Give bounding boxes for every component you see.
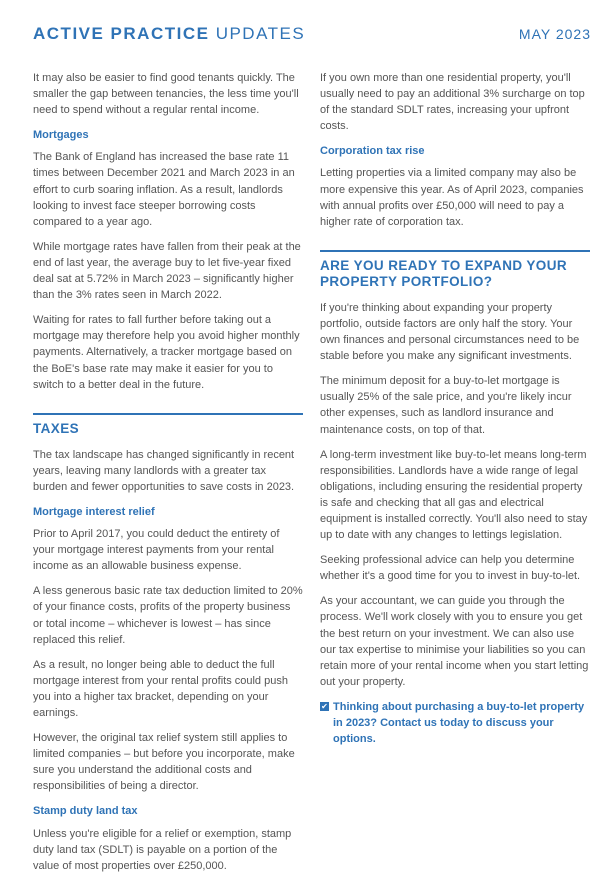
newsletter-title: [33, 24, 305, 44]
issue-date: MAY 2023: [518, 26, 591, 42]
mortgages-paragraph-2: While mortgage rates have fallen from their peak at the end of last year, the average buy to let five-year fixed deal sat at 5.72% in March 2023 – significantly higher than the 3% rates seen in March 2022.: [33, 240, 301, 302]
right-column: [320, 70, 590, 756]
expand-paragraph-4: Seeking professional advice can help you determine whether it's a good time for you to invest in buy-to-let.: [320, 554, 581, 583]
sdlt-paragraph-2: If you own more than one residential property, you'll usually need to pay an additional 3% surcharge on top of the standard SDLT rates, increasing your upfront costs.: [320, 72, 585, 133]
taxes-section-heading: TAXES: [33, 413, 303, 437]
corporation-tax-paragraph: Letting properties via a limited company may also be more expensive this year. As of April 2023, companies with annual profits over £50,000 will need to pay a higher rate of corporation tax.: [320, 167, 584, 228]
page-header: [33, 24, 591, 46]
expand-paragraph-3: A long-term investment like buy-to-let means long-term responsibilities. Landlords have a wide range of legal obligations, including ensuring the residential property is safe and checking that all gas and electrical equipment is installed correctly. You'll also need to stay up to date with any changes to lettings legislation.: [320, 448, 588, 542]
call-to-action: [320, 699, 590, 747]
title-bold: ACTIVE PRACTICE: [33, 24, 210, 43]
mir-paragraph-3: As a result, no longer being able to deduct the full mortgage interest from your rental profits could push you into a higher tax bracket, depending on your earnings.: [33, 658, 288, 719]
left-column: [33, 70, 303, 883]
mir-paragraph-2: A less generous basic rate tax deduction limited to 20% of your finance costs, profits of the property business or total income – whichever is lowest – has since replaced this relief.: [33, 585, 303, 646]
mir-paragraph-1: Prior to April 2017, you could deduct the entirety of your mortgage interest payments from your rental income as an allowable business expense.: [33, 528, 280, 573]
title-light: UPDATES: [209, 24, 306, 43]
taxes-paragraph: The tax landscape has changed significantly in recent years, leaving many landlords with a greater tax burden and fewer opportunities to save costs in 2023.: [33, 448, 295, 493]
mortgage-interest-relief-heading: Mortgage interest relief: [33, 505, 155, 518]
stamp-duty-heading: Stamp duty land tax: [33, 805, 138, 818]
expand-paragraph-2: The minimum deposit for a buy-to-let mortgage is usually 25% of the sale price, and you're likely incur other expenses, such as landlord insurance and maintenance costs, on top of that.: [320, 375, 572, 436]
mir-paragraph-4: However, the original tax relief system still applies to limited companies – but before you incorporate, make sure you understand the additional costs and responsibilities of being a director.: [33, 732, 295, 793]
mortgages-paragraph-3: Waiting for rates to fall further before taking out a mortgage may therefore help you avoid higher monthly payments. Alternatively, a tracker mortgage based on the BoE's base rate may make it easier for you to switch to a better deal in the future.: [33, 314, 300, 391]
sdlt-paragraph-1: Unless you're eligible for a relief or exemption, stamp duty land tax (SDLT) is payable on a portion of the value of most properties over £250,000.: [33, 827, 292, 872]
expand-paragraph-1: If you're thinking about expanding your property portfolio, outside factors are only half the story. Your own finances and personal circumstances need to be stable before you make any significant investments.: [320, 301, 580, 363]
intro-paragraph: It may also be easier to find good tenants quickly. The smaller the gap between tenancies, the less time you'll need to spend without a regular rental income.: [33, 72, 299, 117]
expand-paragraph-5: As your accountant, we can guide you through the process. We'll work closely with you to ensure you get the best return on your investment. We can also use our tax expertise to minimise your liabilities so you can retain more of your rental income when you start letting out your property.: [320, 595, 589, 688]
expand-portfolio-heading: ARE YOU READY TO EXPAND YOUR PROPERTY PORTFOLIO?: [320, 250, 590, 290]
mortgages-heading: Mortgages: [33, 129, 89, 142]
corporation-tax-heading: Corporation tax rise: [320, 145, 425, 158]
mortgages-paragraph-1: The Bank of England has increased the base rate 11 times between December 2021 and March 2023 in an effort to curb soaring inflation. As a result, landlords looking to invest face steeper borrowing costs compared to a year ago.: [33, 151, 295, 228]
call-to-action-text: Thinking about purchasing a buy-to-let property in 2023? Contact us today to discuss your options.: [333, 700, 585, 746]
checkbox-icon: ✔: [321, 701, 328, 711]
